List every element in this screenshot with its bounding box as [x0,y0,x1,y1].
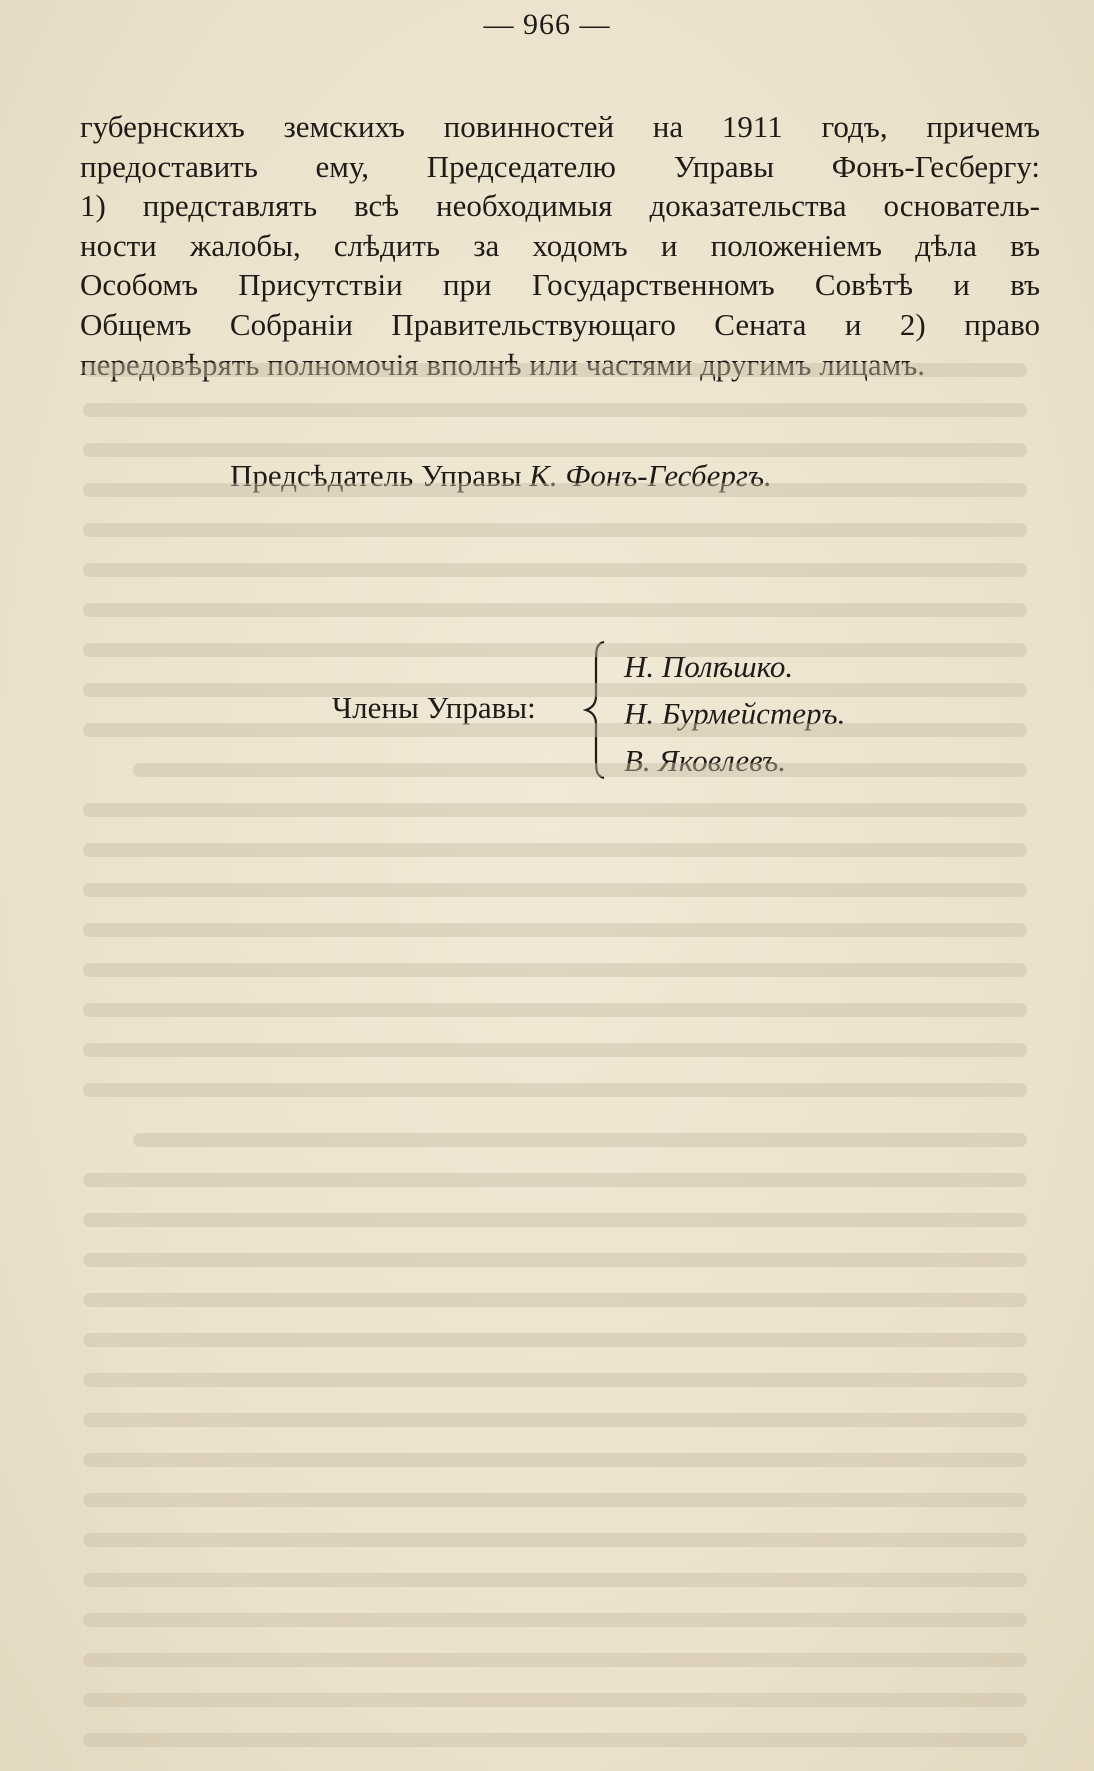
body-line: 1) представлять всѣ необходимыя доказательства основатель- [80,188,1040,224]
member-name: Н. Полѣшко. [624,649,794,684]
body-paragraph [80,107,1040,384]
body-line: предоставить ему, Председателю Управы Фонъ-Гесбергу: [80,148,1040,184]
member-name: В. Яковлевъ. [624,743,787,778]
body-line: ности жалобы, слѣдить за ходомъ и положеніемъ дѣла въ [80,227,1040,263]
members-label: Члены Управы: [332,690,536,725]
page-number: — 966 — [483,8,611,41]
reverse-page-bleed-through [60,350,1050,1760]
body-line: Особомъ Присутствіи при Государственномъ Совѣтѣ и въ [80,267,1040,303]
chairman-signature [230,458,772,494]
body-line: Общемъ Собраніи Правительствующаго Сената и 2) право [80,306,1040,342]
body-line: передовѣрять полномочія вполнѣ или частями другимъ лицамъ. [80,346,926,382]
chairman-name: К. Фонъ-Гесбергъ. [529,458,772,493]
body-line: губернскихъ земскихъ повинностей на 1911 годъ, причемъ [80,109,1040,144]
members-list [624,643,845,784]
chairman-title: Предсѣдатель Управы [230,458,522,493]
curly-brace-icon [582,640,612,780]
member-name: Н. Бурмейстеръ. [624,696,846,731]
